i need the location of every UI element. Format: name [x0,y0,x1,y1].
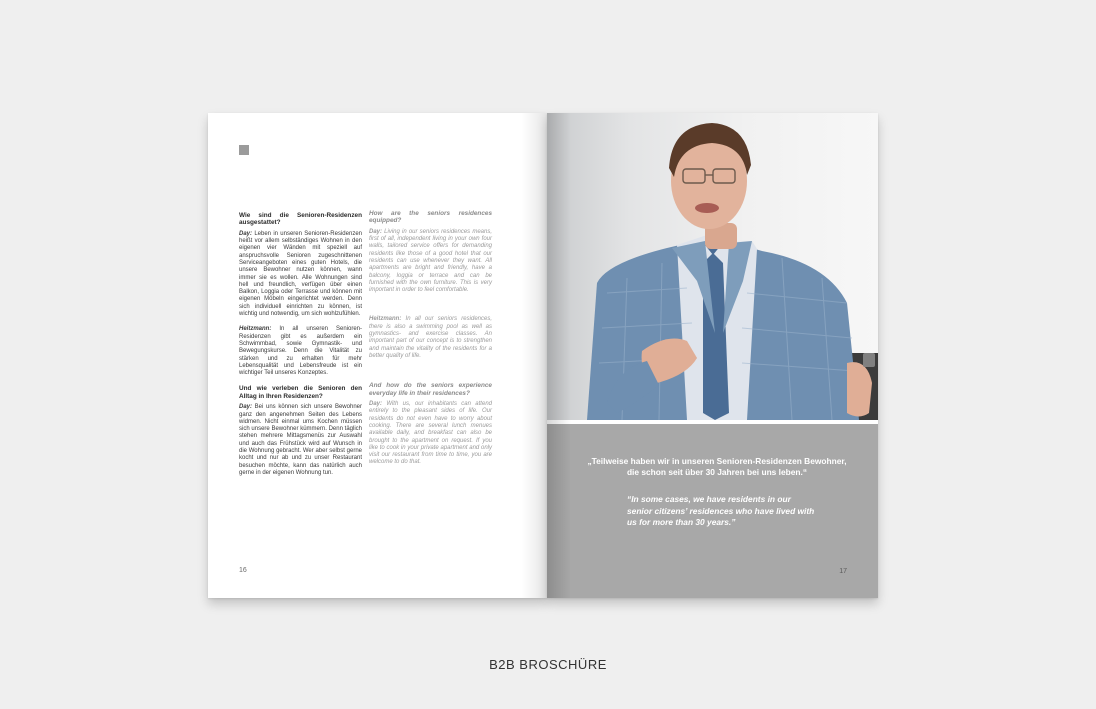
german-text-column [239,212,362,485]
quote-english: “In some cases, we have residents in our senior citizens’ residences who have lived with us for more than 30 years.” [627,494,815,527]
speaker-label: Day: [239,404,253,411]
brochure-caption: B2B BROSCHÜRE [489,657,607,672]
answer-text: In all our seniors residences, there is also a swimming pool as well as gymnastics- and exercise classes. An important part of our concept is to strengthen and maintain the vitality of the residents for a better quality of life. [369,316,492,359]
right-page [547,113,878,598]
english-text-column [369,210,492,475]
page-number-right: 17 [839,568,847,575]
english-question-2: And how do the seniors experience everyday life in their residences? [369,382,492,397]
german-answer-heitzmann [239,326,362,377]
german-question-2: Und wie verleben die Senioren den Alltag in Ihren Residenzen? [239,385,362,400]
english-answer-day-2 [369,401,492,467]
portrait-illustration [547,113,878,420]
english-answer-heitzmann [369,316,492,360]
german-answer-day-1 [239,231,362,319]
english-answer-day-1 [369,229,492,295]
page-number-left: 16 [239,567,247,574]
photo-divider [547,420,878,424]
portrait-photo [547,113,878,420]
quote-german: „Teilweise haben wir in unseren Senioren-Residenzen Bewohner, die schon seit über 30 Jahren bei uns leben.“ [587,456,847,477]
speaker-label: Heitzmann: [239,326,272,333]
german-answer-day-2 [239,404,362,477]
speaker-label: Day: [369,401,383,408]
left-page [208,113,547,598]
german-question-1: Wie sind die Senioren-Residenzen ausgestattet? [239,212,362,227]
speaker-label: Day: [239,230,253,237]
gray-square-mark [239,145,249,155]
english-question-1: How are the seniors residences equipped? [369,210,492,225]
speaker-label: Heitzmann: [369,316,402,323]
brochure-spread [208,113,878,598]
answer-text: In all unseren Senioren-Residenzen gibt es außerdem ein Schwimmbad, sowie Gymnastik- und Bewegungskurse. Denn die Vitalität zu stärken und zu erhalten für mehr Lebensqualität und Lebensfreude ist ein wichtiger Teil unseres Konzeptes. [239,326,362,377]
answer-text: Leben in unseren Senioren-Residenzen heißt vor allem selbständiges Wohnen in den eigenen vier Wänden mit speziell auf anspruchsvolle Senioren zugeschnittenen Serviceangeboten eines guten Hotels, die unsere Bewohner nutzen können, wann immer sie es wollen. Alle Wohnungen sind hell und freundlich, verfügen über einen Balkon, Loggia oder Terrasse und können mit eigenen Möbeln eingerichtet werden. Denn sich individuell einrichten zu können, ist wichtig und notwendig, um sich wohlzufühlen. [239,230,362,318]
speaker-label: Day: [369,228,383,235]
answer-text: Bei uns können sich unsere Bewohner ganz den angenehmen Seiten des Lebens widmen. Nicht einmal ums Kochen müssen sich unsere Bewohner kümmern. Denn täglich stehen mehrere Mittagsmenüs zur Auswahl und auch das Frühstück wird auf Wunsch in die Wohnung gebracht. Wer aber selbst gerne kocht und nur ab und zu unser Restaurant besuchen möchte, kann das natürlich auch gerne in der eigenen Wohnung tun. [239,404,362,476]
answer-text: Living in our seniors residences means, first of all, independent living in your own four walls, tailored service offers for demanding residents like those of a good hotel that our residents can use whenever they want. All apartments are bright and friendly, have a balcony, loggia or terrace and can be furnished with the own furniture. This is very important in order to feel comfortable. [369,228,492,294]
answer-text: With us, our inhabitants can attend entirely to the pleasant sides of life. Our residents do not even have to worry about cooking. There are several lunch menues available daily, and breakfast can also be brought to the apartment on request. If you like to cook in your private apartment and only visit our restaurant from time to time, you are welcome to do that. [369,401,492,466]
